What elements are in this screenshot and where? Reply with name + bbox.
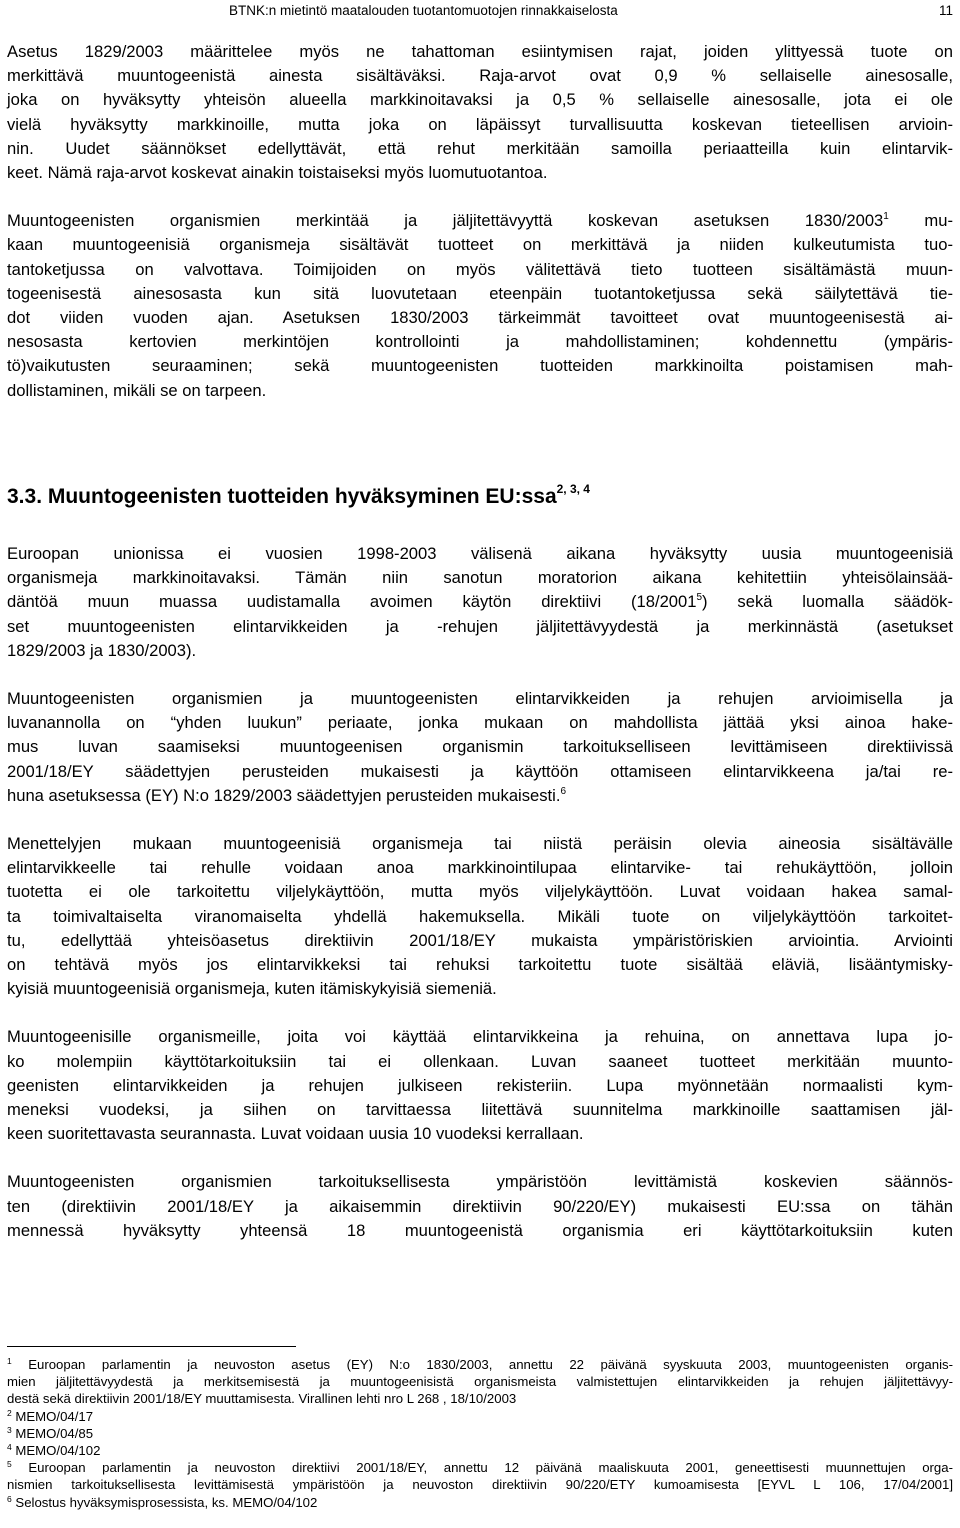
text-line: luvanannolla on “yhden luukun” periaate, jonka mukaan on mahdollista jättää yksi ainoa hake-: [7, 713, 953, 733]
footnotes: [7, 1356, 953, 1511]
text-line: tuotetta ei ole tarkoitettu viljelykäyttöön, mutta myös viljelykäyttöön. Luvat voidaan hakea samal-: [7, 882, 953, 902]
paragraph-4: [7, 687, 953, 808]
text-line: on tehtävä myös jos elintarvikkeksi tai rehuksi tarkoitettu tuote sisältää eläviä, lisääntymisky-: [7, 955, 953, 975]
footnote-ref[interactable]: 5: [696, 592, 703, 604]
text-line: vielä hyväksytty markkinoille, mutta joka on läpäissyt turvallisuutta koskevan tieteellisen arvioin-: [7, 114, 953, 134]
footnote-line: destä sekä direktiivin 2001/18/EY muuttamisesta. Virallinen lehti nro L 268 , 18/10/2003: [7, 1391, 517, 1407]
text-line: mennessä hyväksytty yhteensä 18 muuntogeenistä organismia eri käyttötarkoituksiin kuten: [7, 1220, 953, 1240]
text-line: kyisiä muuntogeenisiä organismeja, kuten itämiskykyisiä siemeniä.: [7, 979, 497, 999]
footnote-separator: [7, 1346, 296, 1347]
text-line: set muuntogeenisten elintarvikkeiden ja -rehujen jäljitettävyydestä ja merkinnästä (asetukset: [7, 616, 953, 636]
text-line: keet. Nämä raja-arvot koskevat ainakin toistaiseksi myös luomutuotantoa.: [7, 163, 548, 183]
text-line: elintarvikkeelle tai rehulle voidaan anoa markkinointilupaa elintarvike- tai rehukäyttöön, jolloin: [7, 858, 953, 878]
footnote-text: Selostus hyväksymisprosessista, ks. MEMO/04/102: [11, 1494, 318, 1510]
footnote-text: Euroopan parlamentin ja neuvoston direktiivi 2001/18/EY, annettu 12 päivänä maaliskuuta 2001, geneettisesti muunnettujen orga-: [11, 1460, 953, 1476]
paragraph-7: [7, 1170, 953, 1243]
footnote-number: 3: [7, 1424, 12, 1435]
text-line: Muuntogeenisten organismien tarkoituksellisesta ympäristöön levittämistä koskevien säännös-: [7, 1172, 953, 1192]
paragraph-3: [7, 542, 953, 663]
text-line: 1829/2003 ja 1830/2003).: [7, 640, 197, 660]
text-line: ko molempiin käyttötarkoituksiin tai ei ollenkaan. Luvan saaneet tuotteet merkitään muunto-: [7, 1051, 953, 1071]
footnote-text: MEMO/04/85: [11, 1425, 94, 1441]
text-line: Asetus 1829/2003 määrittelee myös ne tahattoman esiintymisen rajat, joiden ylittyessä tuote on: [7, 42, 953, 61]
footnote-ref[interactable]: 1: [883, 211, 889, 223]
footnote-number: 1: [7, 1356, 12, 1366]
text-line: organismeja markkinoitavaksi. Tämän niin sanotun moratorion aikana kehitettiin yhteisölainsää-: [7, 568, 953, 588]
text-line: Euroopan unionissa ei vuosien 1998-2003 välisenä aikana hyväksytty uusia muuntogeenisiä: [7, 544, 953, 563]
footnote-text: Euroopan parlamentin ja neuvoston asetus (EY) N:o 1830/2003, annettu 22 päivänä syyskuuta 2003, muuntogeenisten organis-: [11, 1357, 953, 1372]
text-fragment: mu-: [888, 211, 953, 231]
section-heading-text: 3.3. Muuntogeenisten tuotteiden hyväksyminen EU:ssa: [7, 485, 557, 508]
text-fragment: huna asetuksessa (EY) N:o 1829/2003 säädettyjen perusteiden mukaisesti.: [7, 785, 561, 805]
footnote-6: [7, 1494, 953, 1511]
footnote-number: 2: [7, 1407, 12, 1418]
text-line: dollistaminen, mikäli se on tarpeen.: [7, 380, 267, 400]
text-line: togeenisestä ainesosasta kun sitä luovutetaan eteenpäin tuotantoketjussa sekä säilytettävä tie-: [7, 283, 953, 303]
text-line: merkittävä muuntogeenistä ainesta sisältäväksi. Raja-arvot ovat 0,9 % sellaiselle ainesosalle,: [7, 66, 953, 86]
text-line: [7, 590, 953, 614]
text-line: [7, 784, 953, 808]
text-line: Menettelyjen mukaan muuntogeenisiä organismeja tai niistä peräisin olevia aineosia sisältävälle: [7, 834, 953, 854]
footnote-3: [7, 1425, 953, 1442]
footnote-4: [7, 1442, 953, 1459]
paragraph-5: [7, 832, 953, 1001]
text-line: meneksi vuodeksi, ja siihen on tarvittaessa liitettävä suunnitelma markkinoille saattamisen jäl-: [7, 1100, 953, 1120]
page-number: 11: [938, 3, 953, 18]
text-line: nin. Uudet säännökset edellyttävät, että rehut merkitään samoilla periaatteilla kuin elintarvik-: [7, 138, 953, 158]
text-line: Muuntogeenisille organismeille, joita voi käyttää elintarvikkeina ja rehuina, on annettava lupa jo-: [7, 1027, 953, 1047]
body-text-lower: [7, 542, 953, 1243]
text-line: dot viiden vuoden ajan. Asetuksen 1830/2003 tärkeimmät tavoitteet ovat muuntogeenisestä ai-: [7, 308, 953, 328]
footnote-2: [7, 1408, 953, 1425]
body-text-upper: [7, 40, 953, 403]
footnote-line: mien jäljitettävyydestä ja merkitsemisestä ja muuntogeenisistä organismeista valmistettujen elintarvikkeiden ja rehujen jäljitettävyy-: [7, 1374, 953, 1390]
text-line: Muuntogeenisten organismien ja muuntogeenisten elintarvikkeiden ja rehujen arvioimisella ja: [7, 689, 953, 709]
paragraph-2: [7, 209, 953, 403]
text-line: kaan muuntogeenisiä organismeja sisältävät tuotteet on merkittävä ja niiden kulkeutumista tuo-: [7, 235, 953, 255]
footnote-text: MEMO/04/102: [11, 1443, 101, 1459]
text-line: ten (direktiivin 2001/18/EY ja aikaisemmin direktiivin 90/220/EY) mukaisesti EU:ssa on tähän: [7, 1196, 953, 1216]
text-line: joka on hyväksytty yhteisön alueella markkinoitavaksi ja 0,5 % sellaiselle ainesosalle, jota ei ole: [7, 90, 953, 110]
footnote-number: 4: [7, 1442, 12, 1453]
footnote-number: 6: [7, 1493, 12, 1504]
text-line: nesosasta kertovien merkintöjen kontrollointi ja mahdollistaminen; kohdennettu (ympäris-: [7, 332, 953, 352]
text-fragment: däntöä muun muassa uudistamalla avoimen käytön direktiivi (18/2001: [7, 592, 697, 612]
text-line: tö)vaikutusten seuraaminen; sekä muuntogeenisten tuotteiden markkinoilta poistamisen mah-: [7, 356, 953, 376]
text-line: [7, 209, 953, 233]
footnote-ref[interactable]: 6: [560, 785, 567, 797]
footnote-1: [7, 1356, 953, 1373]
section-heading: [7, 482, 590, 512]
text-line: tu, edellyttää yhteisöasetus direktiivin 2001/18/EY mukaista ympäristöriskien arviointia. Arviointi: [7, 930, 953, 950]
footnote-5: [7, 1459, 953, 1476]
header-title: BTNK:n mietintö maatalouden tuotantomuotojen rinnakkaiselosta: [229, 3, 618, 18]
text-line: keen suoritettavasta seurannasta. Luvat voidaan uusia 10 vuodeksi kerrallaan.: [7, 1124, 584, 1144]
footnote-line: nismien tarkoituksellisesta levittämisestä ympäristöön ja neuvoston direktiivin 90/220/ETY kumoamisesta [EYVL L 106, 17/04/2001]: [7, 1477, 953, 1493]
footnote-ref[interactable]: 2, 3, 4: [556, 482, 590, 496]
paragraph-1: [7, 40, 953, 185]
footnote-text: MEMO/04/17: [11, 1408, 94, 1424]
paragraph-6: [7, 1025, 953, 1146]
page-header: [7, 0, 953, 22]
text-line: ta toimivaltaiselta viranomaiselta yhdellä hakemuksella. Mikäli tuote on viljelykäyttöön tarkoitet-: [7, 906, 953, 926]
text-fragment: ) sekä luomalla säädök-: [702, 592, 953, 612]
footnote-number: 5: [7, 1459, 12, 1470]
text-line: geenisten elintarvikkeiden ja rehujen julkiseen rekisteriin. Lupa myönnetään normaalisti kym-: [7, 1075, 953, 1095]
text-line: tantoketjussa on valvottava. Toimijoiden on myös välitettävä tieto tuotteen sisältämästä muun-: [7, 259, 953, 279]
text-line: mus luvan saamiseksi muuntogeenisen organismin tarkoitukselliseen levittämiseen direktiivissä: [7, 737, 953, 757]
text-line: 2001/18/EY säädettyjen perusteiden mukaisesti ja käyttöön ottamiseen elintarvikkeena ja/tai re-: [7, 761, 953, 781]
text-fragment: Muuntogeenisten organismien merkintää ja jäljitettävyyttä koskevan asetuksen 1830/2003: [7, 211, 884, 231]
